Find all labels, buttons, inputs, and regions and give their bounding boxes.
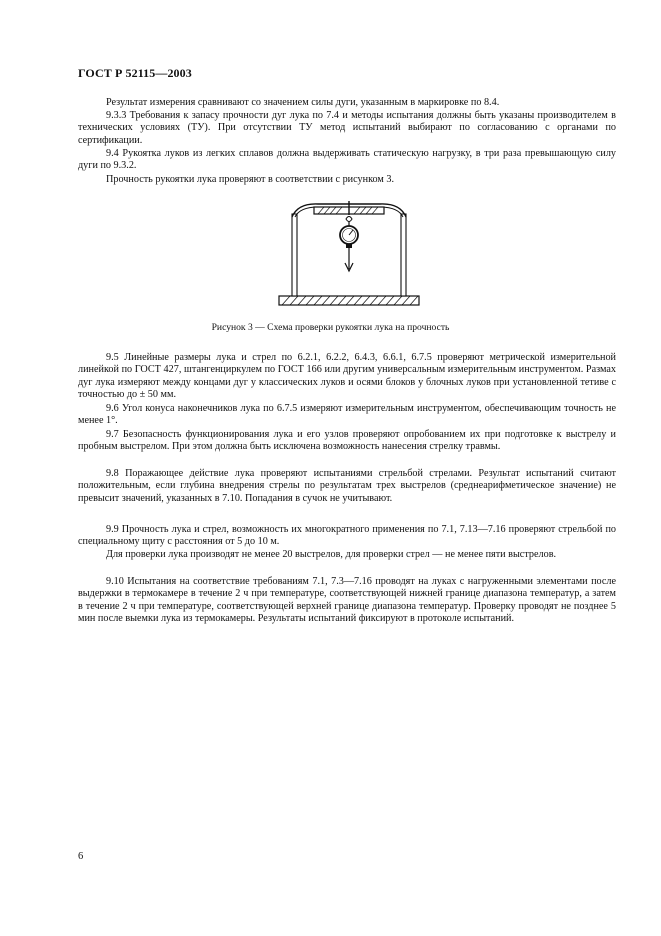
paragraph-9-5: 9.5 Линейные размеры лука и стрел по 6.2.1, 6.2.2, 6.4.3, 6.6.1, 6.7.5 проверяют метрической измерительной линейкой по ГОСТ 427, штангенциркулем по ГОСТ 166 или другим универсальным измерительным инструментом. Размах дуг лука измеряют между концами дуг у классических луков и осями блоков у блочных луков при установленной тетиве с точностью до ± 50 мм. <box>78 352 616 401</box>
paragraph-9-9: 9.9 Прочность лука и стрел, возможность их многократного применения по 7.1, 7.13—7.16 проверяют стрельбой по специальному щиту с расстояния от 5 до 10 м. <box>78 524 616 548</box>
page-number: 6 <box>78 851 84 862</box>
paragraph-9-7: 9.7 Безопасность функционирования лука и его узлов проверяют опробованием их при подготовке к выстрелу и пробным выстрелом. При этом должна быть исключена возможность нанесения стрелку травмы. <box>78 429 616 453</box>
document-header: ГОСТ Р 52115—2003 <box>78 66 192 80</box>
paragraph-shot-count: Для проверки лука производят не менее 20 выстрелов, для проверки стрел — не менее пяти выстрелов. <box>106 549 557 560</box>
paragraph-figure-reference: Прочность рукоятки лука проверяют в соответствии с рисунком 3. <box>106 174 395 185</box>
paragraph-9-4: 9.4 Рукоятка луков из легких сплавов должна выдерживать статическую нагрузку, в три раза превышающую силу дуги по 9.3.2. <box>78 148 616 172</box>
paragraph-9-3-3: 9.3.3 Требования к запасу прочности дуг лука по 7.4 и методы испытания должны быть указаны производителем в технических условиях (ТУ). При отсутствии ТУ метод испытаний выбирают по согласованию с органами по сертификации. <box>78 110 616 146</box>
paragraph-9-8: 9.8 Поражающее действие лука проверяют испытаниями стрельбой стрелами. Результат испытаний считают положительным, если глубина внедрения стрелы по результатам трех выстрелов (среднеарифметическое значение) не превысит значений, указанных в 7.10. Попадания в сучок не учитывают. <box>78 468 616 504</box>
figure-caption: Рисунок 3 — Схема проверки рукоятки лука на прочность <box>211 322 450 333</box>
paragraph-result: Результат измерения сравнивают со значением силы дуги, указанным в маркировке по 8.4. <box>106 97 500 108</box>
paragraph-9-6: 9.6 Угол конуса наконечников лука по 6.7.5 измеряют измерительным инструментом, обеспечивающим точность не менее 1°. <box>78 403 616 427</box>
paragraph-9-10: 9.10 Испытания на соответствие требованиям 7.1, 7.3—7.16 проводят на луках с нагруженными элементами после выдержки в термокамере в течение 2 ч при температуре, соответствующей нижней границе диапазона температур, а затем в течение 2 ч при температуре, соответствующей верхней границе диапазона температур. Проверку проводят не позднее 5 мин после выемки лука из термокамеры. Результаты испытаний фиксируют в протоколе испытаний. <box>78 576 616 625</box>
figure-3-test-scheme <box>278 197 420 311</box>
